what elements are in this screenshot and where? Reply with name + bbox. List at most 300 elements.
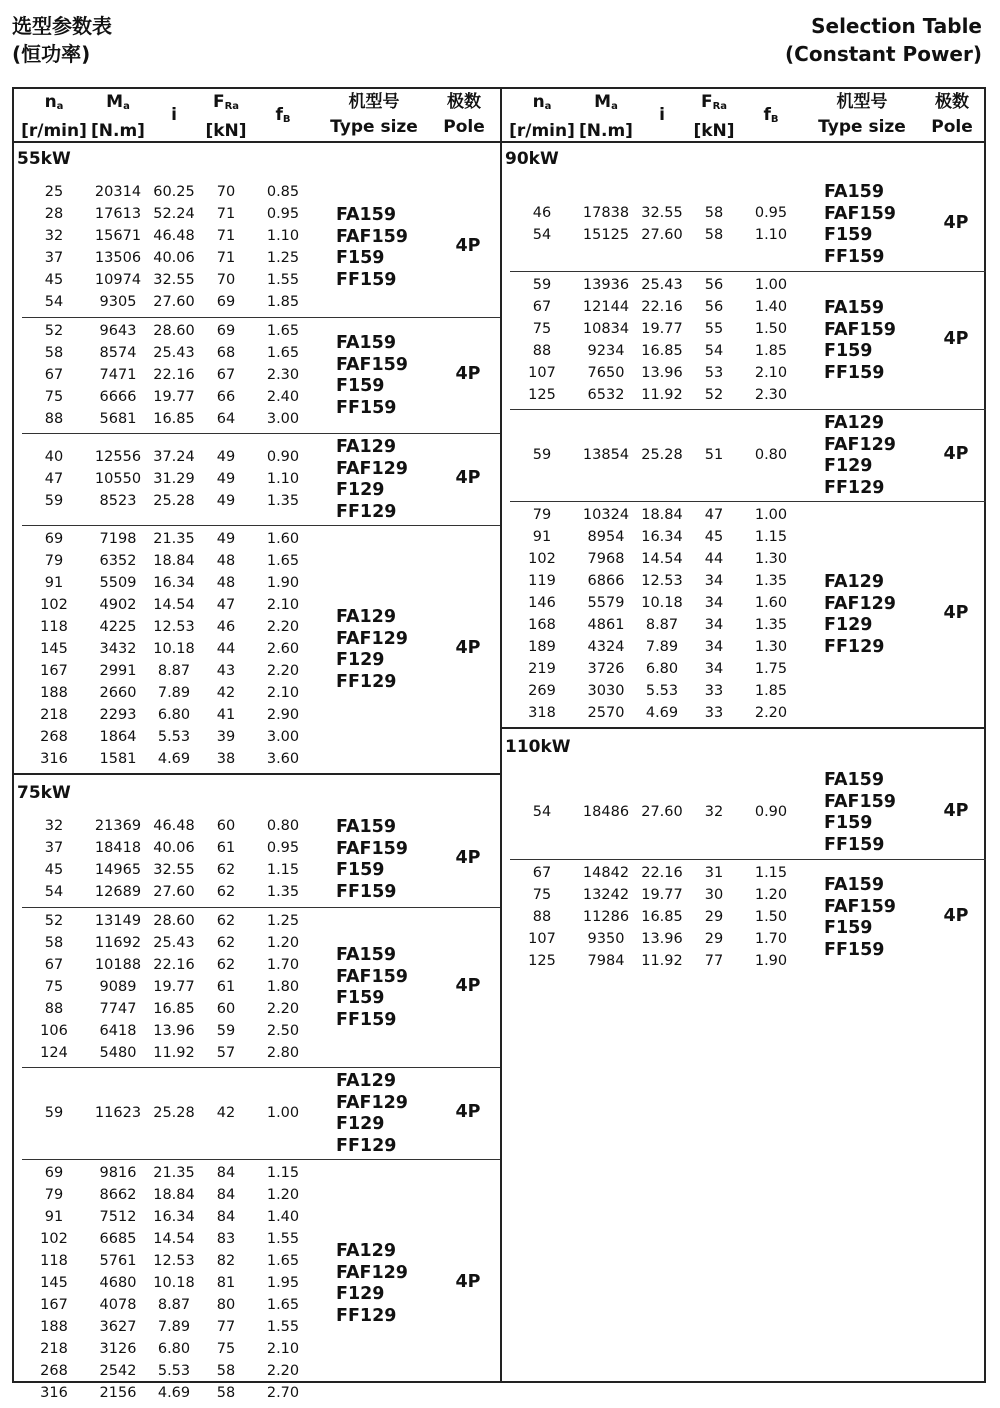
torque-value: 4078 [99, 1297, 137, 1313]
radial-load-value: 61 [216, 979, 236, 995]
service-factor-value: 1.65 [266, 553, 300, 569]
ratio-value: 10.18 [641, 595, 683, 611]
type-size-item: FAF159 [336, 838, 408, 859]
speed-value: 91 [532, 529, 552, 545]
type-size-item: F159 [336, 860, 385, 880]
ratio-value: 18.84 [641, 507, 683, 523]
header-type-size [807, 90, 917, 140]
service-factor-value: 1.20 [754, 887, 788, 903]
ratio-value: 22.16 [153, 367, 195, 383]
torque-value: 12144 [582, 299, 630, 315]
title-en: Selection Table [811, 14, 982, 38]
radial-load-value: 48 [216, 553, 236, 569]
service-factor-value: 1.65 [266, 1253, 300, 1269]
ratio-value: 4.69 [645, 705, 679, 721]
service-factor-value: 1.40 [754, 299, 788, 315]
selection-table [12, 87, 986, 1401]
ratio-value: 19.77 [153, 979, 195, 995]
ratio-value: 19.77 [641, 887, 683, 903]
ratio-value: 22.16 [153, 957, 195, 973]
header-ma-letter: M [594, 92, 612, 112]
speed-value: 189 [528, 639, 556, 655]
header-type-en: Type size [818, 117, 906, 137]
option-group [22, 317, 500, 434]
ratio-value: 60.25 [153, 184, 195, 200]
torque-value: 9643 [99, 323, 137, 339]
radial-load-value: 83 [216, 1231, 236, 1247]
service-factor-value: 1.65 [266, 323, 300, 339]
type-size-item: FA129 [336, 437, 397, 457]
torque-value: 11623 [94, 1105, 142, 1121]
service-factor-value: 0.85 [266, 184, 300, 200]
service-factor-value: 1.35 [754, 617, 788, 633]
header-fra [689, 90, 739, 144]
radial-load-value: 49 [216, 493, 236, 509]
radial-load-value: 44 [216, 641, 236, 657]
ratio-value: 46.48 [153, 818, 195, 834]
speed-value: 124 [40, 1045, 68, 1061]
speed-value: 145 [40, 1275, 68, 1291]
speed-value: 268 [40, 729, 68, 745]
service-factor-value: 2.60 [266, 641, 300, 657]
type-size-item: FAF129 [336, 458, 408, 479]
header-i: i [659, 105, 665, 125]
service-factor-value: 2.10 [266, 1341, 300, 1357]
speed-value: 37 [44, 250, 64, 266]
radial-load-value: 81 [216, 1275, 236, 1291]
speed-value: 54 [532, 227, 552, 243]
speed-value: 54 [44, 884, 64, 900]
ratio-value: 5.53 [157, 1363, 191, 1379]
service-factor-value: 3.00 [266, 729, 300, 745]
ratio-value: 6.80 [645, 661, 679, 677]
service-factor-value: 1.10 [266, 228, 300, 244]
speed-value: 79 [532, 507, 552, 523]
ratio-value: 14.54 [153, 1231, 195, 1247]
radial-load-value: 47 [216, 597, 236, 613]
service-factor-value: 1.35 [754, 573, 788, 589]
ratio-value: 7.89 [645, 639, 679, 655]
type-size-list [824, 572, 896, 658]
radial-load-value: 31 [704, 865, 724, 881]
radial-load-value: 58 [704, 205, 724, 221]
radial-load-value: 49 [216, 531, 236, 547]
type-size-list [336, 333, 408, 419]
ratio-value: 16.85 [153, 1001, 195, 1017]
type-size-item: FF159 [824, 246, 885, 267]
header-fb-letter: f [275, 105, 283, 125]
ratio-value: 14.54 [641, 551, 683, 567]
torque-value: 12689 [94, 884, 142, 900]
type-size-item: FAF129 [824, 434, 896, 455]
service-factor-value: 2.10 [266, 597, 300, 613]
speed-value: 52 [44, 913, 64, 929]
type-size-list [336, 1071, 408, 1157]
type-size-item: F159 [824, 813, 873, 833]
section-title-110kW: 110kW [505, 737, 571, 757]
torque-value: 3432 [99, 641, 137, 657]
type-size-list [336, 1241, 408, 1327]
speed-value: 54 [44, 294, 64, 310]
speed-value: 188 [40, 685, 68, 701]
service-factor-value: 1.25 [266, 913, 300, 929]
type-size-item: FA159 [336, 817, 397, 837]
torque-value: 13854 [582, 447, 630, 463]
header-fra-subscript: Ra [224, 101, 240, 112]
service-factor-value: 2.40 [266, 389, 300, 405]
radial-load-value: 62 [216, 913, 236, 929]
ratio-value: 40.06 [153, 840, 195, 856]
pole-value: 4P [943, 603, 969, 623]
ratio-value: 32.55 [153, 862, 195, 878]
service-factor-value: 3.60 [266, 751, 300, 767]
header-pole-en: Pole [443, 117, 485, 137]
header-fb-letter: f [763, 105, 771, 125]
header-na-unit: [r/min] [21, 121, 87, 141]
type-size-item: F159 [824, 341, 873, 361]
type-size-item: FAF159 [824, 791, 896, 812]
speed-value: 318 [528, 705, 556, 721]
type-size-item: F159 [824, 225, 873, 245]
radial-load-value: 70 [216, 184, 236, 200]
radial-load-value: 71 [216, 228, 236, 244]
service-factor-value: 2.10 [754, 365, 788, 381]
title-cn: 选型参数表 [12, 14, 112, 38]
speed-value: 88 [532, 343, 552, 359]
radial-load-value: 44 [704, 551, 724, 567]
torque-value: 6352 [99, 553, 137, 569]
service-factor-value: 0.80 [266, 818, 300, 834]
header-na [19, 90, 89, 144]
ratio-value: 32.55 [153, 272, 195, 288]
torque-value: 5681 [99, 411, 137, 427]
ratio-value: 27.60 [153, 884, 195, 900]
speed-value: 118 [40, 619, 68, 635]
radial-load-value: 38 [216, 751, 236, 767]
pole-value: 4P [455, 468, 481, 488]
torque-value: 7650 [587, 365, 625, 381]
pole-value: 4P [943, 329, 969, 349]
torque-value: 8662 [99, 1187, 137, 1203]
torque-value: 4324 [587, 639, 625, 655]
header-na-letter: n [44, 92, 57, 112]
speed-value: 75 [44, 979, 64, 995]
header-fb-subscript: B [770, 114, 779, 125]
torque-value: 7512 [99, 1209, 137, 1225]
radial-load-value: 34 [704, 573, 724, 589]
speed-value: 67 [44, 957, 64, 973]
torque-value: 8523 [99, 493, 137, 509]
header-type-en: Type size [330, 117, 418, 137]
radial-load-value: 49 [216, 471, 236, 487]
speed-value: 107 [528, 931, 556, 947]
torque-value: 7198 [99, 531, 137, 547]
speed-value: 119 [528, 573, 556, 589]
torque-value: 7984 [587, 953, 625, 969]
header-type-cn: 机型号 [836, 92, 888, 112]
ratio-value: 4.69 [157, 1385, 191, 1401]
service-factor-value: 1.35 [266, 884, 300, 900]
torque-value: 9816 [99, 1165, 137, 1181]
header-fra-unit: [kN] [205, 121, 247, 141]
header-pole-en: Pole [931, 117, 973, 137]
torque-value: 9089 [99, 979, 137, 995]
type-size-item: F129 [824, 615, 873, 635]
speed-value: 67 [44, 367, 64, 383]
pole-value: 4P [943, 444, 969, 464]
torque-value: 10324 [582, 507, 630, 523]
type-size-list [336, 817, 408, 903]
torque-value: 9234 [587, 343, 625, 359]
header-fb-subscript: B [282, 114, 291, 125]
radial-load-value: 33 [704, 705, 724, 721]
type-size-list [336, 607, 408, 693]
type-size-item: FA129 [336, 607, 397, 627]
ratio-value: 11.92 [641, 953, 683, 969]
header-ma-subscript: a [611, 101, 618, 112]
radial-load-value: 34 [704, 617, 724, 633]
ratio-value: 12.53 [641, 573, 683, 589]
speed-value: 218 [40, 707, 68, 723]
ratio-value: 6.80 [157, 1341, 191, 1357]
torque-value: 14842 [582, 865, 630, 881]
ratio-value: 16.85 [641, 343, 683, 359]
type-size-item: FA129 [824, 413, 885, 433]
ratio-value: 13.96 [153, 1023, 195, 1039]
column-header [502, 89, 986, 143]
service-factor-value: 1.15 [266, 1165, 300, 1181]
torque-value: 3030 [587, 683, 625, 699]
service-factor-value: 3.00 [266, 411, 300, 427]
ratio-value: 46.48 [153, 228, 195, 244]
speed-value: 40 [44, 449, 64, 465]
radial-load-value: 47 [704, 507, 724, 523]
radial-load-value: 34 [704, 639, 724, 655]
torque-value: 17838 [582, 205, 630, 221]
radial-load-value: 70 [216, 272, 236, 288]
header-fra-symbol [689, 90, 739, 119]
torque-value: 10188 [94, 957, 142, 973]
speed-value: 59 [532, 447, 552, 463]
pole-value: 4P [455, 364, 481, 384]
header-fra-letter: F [212, 92, 225, 112]
torque-value: 8954 [587, 529, 625, 545]
header-na-letter: n [532, 92, 545, 112]
header-ma-symbol [83, 90, 153, 119]
radial-load-value: 82 [216, 1253, 236, 1269]
ratio-value: 28.60 [153, 913, 195, 929]
speed-value: 28 [44, 206, 64, 222]
torque-value: 10974 [94, 272, 142, 288]
ratio-value: 22.16 [641, 865, 683, 881]
torque-value: 14965 [94, 862, 142, 878]
speed-value: 58 [44, 935, 64, 951]
radial-load-value: 84 [216, 1209, 236, 1225]
ratio-value: 10.18 [153, 1275, 195, 1291]
speed-value: 46 [532, 205, 552, 221]
ratio-value: 5.53 [645, 683, 679, 699]
type-size-item: FA159 [824, 875, 885, 895]
service-factor-value: 2.20 [266, 1001, 300, 1017]
type-size-item: FA159 [336, 333, 397, 353]
speed-value: 79 [44, 1187, 64, 1203]
option-group [510, 271, 986, 410]
torque-value: 1581 [99, 751, 137, 767]
service-factor-value: 0.95 [754, 205, 788, 221]
torque-value: 18418 [94, 840, 142, 856]
type-size-item: FAF159 [824, 896, 896, 917]
ratio-value: 21.35 [153, 1165, 195, 1181]
speed-value: 67 [532, 865, 552, 881]
radial-load-value: 53 [704, 365, 724, 381]
radial-load-value: 48 [216, 575, 236, 591]
ratio-value: 4.69 [157, 751, 191, 767]
torque-value: 4902 [99, 597, 137, 613]
type-size-item: FAF129 [336, 628, 408, 649]
speed-value: 316 [40, 1385, 68, 1401]
radial-load-value: 69 [216, 323, 236, 339]
type-size-item: FA129 [336, 1071, 397, 1091]
radial-load-value: 61 [216, 840, 236, 856]
subtitle-cn: (恒功率) [12, 42, 91, 66]
torque-value: 3627 [99, 1319, 137, 1335]
section-title-55kW: 55kW [17, 149, 71, 169]
header-pole-cn: 极数 [935, 92, 969, 112]
service-factor-value: 1.85 [754, 343, 788, 359]
service-factor-value: 1.50 [754, 909, 788, 925]
service-factor-value: 1.30 [754, 639, 788, 655]
header-pole [434, 90, 494, 140]
ratio-value: 25.43 [153, 345, 195, 361]
radial-load-value: 62 [216, 862, 236, 878]
header-ma-subscript: a [123, 101, 130, 112]
torque-value: 2570 [587, 705, 625, 721]
radial-load-value: 68 [216, 345, 236, 361]
section-title-75kW: 75kW [17, 783, 71, 803]
header-fra-subscript: Ra [712, 101, 728, 112]
type-size-list [824, 182, 896, 268]
type-size-item: FAF129 [824, 593, 896, 614]
torque-value: 1864 [99, 729, 137, 745]
option-group [22, 1159, 500, 1408]
header-ma-symbol [571, 90, 641, 119]
service-factor-value: 1.15 [754, 865, 788, 881]
pole-value: 4P [943, 801, 969, 821]
service-factor-value: 0.80 [754, 447, 788, 463]
radial-load-value: 60 [216, 1001, 236, 1017]
option-group [22, 179, 500, 317]
type-size-item: FF159 [336, 881, 397, 902]
service-factor-value: 1.90 [754, 953, 788, 969]
torque-value: 21369 [94, 818, 142, 834]
speed-value: 59 [532, 277, 552, 293]
torque-value: 5480 [99, 1045, 137, 1061]
radial-load-value: 29 [704, 931, 724, 947]
radial-load-value: 71 [216, 206, 236, 222]
header-fra-letter: F [700, 92, 713, 112]
speed-value: 45 [44, 862, 64, 878]
speed-value: 88 [532, 909, 552, 925]
type-size-item: F129 [336, 1284, 385, 1304]
speed-value: 102 [40, 1231, 68, 1247]
torque-value: 2542 [99, 1363, 137, 1379]
type-size-item: FAF159 [336, 226, 408, 247]
type-size-item: FAF159 [824, 319, 896, 340]
header-type-size [319, 90, 429, 140]
service-factor-value: 1.00 [266, 1105, 300, 1121]
radial-load-value: 59 [216, 1023, 236, 1039]
torque-value: 2293 [99, 707, 137, 723]
pole-value: 4P [455, 976, 481, 996]
service-factor-value: 1.65 [266, 1297, 300, 1313]
pole-value: 4P [455, 236, 481, 256]
speed-value: 219 [528, 661, 556, 677]
radial-load-value: 75 [216, 1341, 236, 1357]
right-table-half [500, 89, 986, 1381]
ratio-value: 11.92 [641, 387, 683, 403]
header-na-symbol [19, 90, 89, 119]
type-size-list [336, 205, 408, 291]
torque-value: 9305 [99, 294, 137, 310]
service-factor-value: 1.50 [754, 321, 788, 337]
torque-value: 2660 [99, 685, 137, 701]
ratio-value: 11.92 [153, 1045, 195, 1061]
service-factor-value: 2.30 [754, 387, 788, 403]
speed-value: 269 [528, 683, 556, 699]
radial-load-value: 58 [216, 1385, 236, 1401]
type-size-list [336, 437, 408, 523]
type-size-item: FF129 [336, 1135, 397, 1156]
ratio-value: 22.16 [641, 299, 683, 315]
ratio-value: 32.55 [641, 205, 683, 221]
ratio-value: 25.43 [641, 277, 683, 293]
ratio-value: 8.87 [157, 1297, 191, 1313]
type-size-item: FA129 [336, 1241, 397, 1261]
torque-value: 6418 [99, 1023, 137, 1039]
service-factor-value: 2.50 [266, 1023, 300, 1039]
type-size-item: FA129 [824, 572, 885, 592]
header-na-subscript: a [56, 101, 64, 112]
speed-value: 107 [528, 365, 556, 381]
left-table-half [14, 89, 500, 1401]
torque-value: 6866 [587, 573, 625, 589]
torque-value: 7747 [99, 1001, 137, 1017]
ratio-value: 6.80 [157, 707, 191, 723]
torque-value: 3126 [99, 1341, 137, 1357]
type-size-list [824, 413, 896, 499]
torque-value: 11692 [94, 935, 142, 951]
radial-load-value: 32 [704, 804, 724, 820]
ratio-value: 27.60 [641, 804, 683, 820]
radial-load-value: 69 [216, 294, 236, 310]
speed-value: 88 [44, 411, 64, 427]
type-size-item: FF129 [336, 671, 397, 692]
ratio-value: 18.84 [153, 1187, 195, 1203]
section-divider [14, 773, 500, 775]
ratio-value: 31.29 [153, 471, 195, 487]
radial-load-value: 84 [216, 1187, 236, 1203]
ratio-value: 52.24 [153, 206, 195, 222]
speed-value: 75 [44, 389, 64, 405]
header-na-unit: [r/min] [509, 121, 575, 141]
speed-value: 106 [40, 1023, 68, 1039]
ratio-value: 19.77 [153, 389, 195, 405]
torque-value: 13936 [582, 277, 630, 293]
header-pole-cn: 极数 [447, 92, 481, 112]
radial-load-value: 56 [704, 299, 724, 315]
speed-value: 69 [44, 1165, 64, 1181]
radial-load-value: 66 [216, 389, 236, 405]
